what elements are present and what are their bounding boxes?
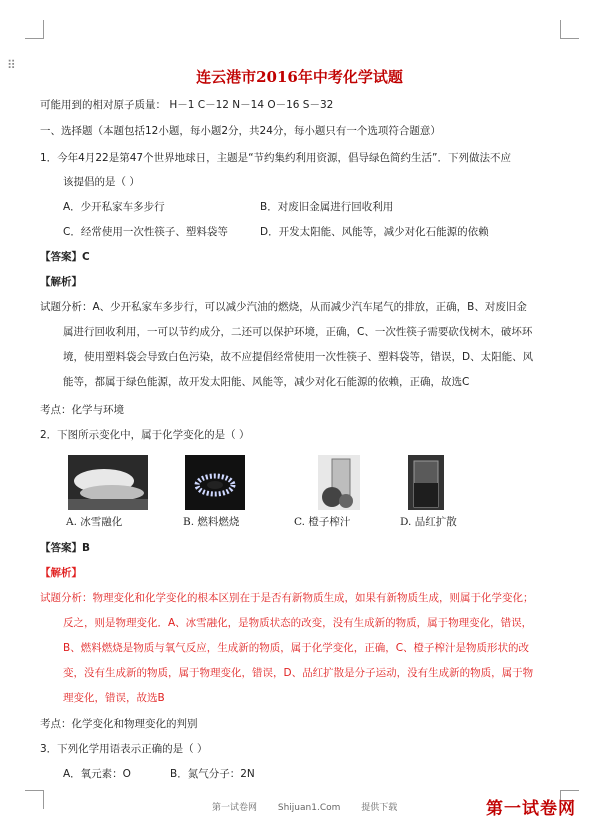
q2-analysis-line: 反之，则是物理变化．A、冰雪融化，是物质状态的改变，没有生成新的物质，属于物理变化，错误， (63, 617, 533, 629)
footer-site-name: 第一试卷网 (212, 803, 258, 813)
drag-handle-icon[interactable]: ⠿ (7, 58, 17, 72)
q1-analysis-line: 境，使用塑料袋会导致白色污染，故不应提倡经常使用一次性筷子、塑料袋等，错误，D、太阳能、风 (63, 351, 534, 363)
footer-site-url[interactable]: Shijuan1.Com (277, 803, 341, 813)
q2-analysis-tag: 【解析】 (40, 567, 82, 579)
q1-stem-line1: 1．今年4月22是第47个世界地球日，主题是“节约集约利用资源，倡导绿色简约生活”．下列做法不应 (40, 152, 511, 164)
q2-kaodian: 考点：化学变化和物理变化的判别 (40, 718, 198, 730)
q1-option-d: D．开发太阳能、风能等，减少对化石能源的依赖 (260, 226, 489, 238)
footer-download-note: 提供下载 (361, 803, 398, 813)
q1-analysis-line: 能等，都属于绿色能源，故开发太阳能、风能等，减少对化石能源的依赖，正确，故选C (63, 376, 470, 388)
fuel-burning-image (185, 455, 245, 510)
q1-analysis-line: 属进行回收利用，一可以节约成分，二还可以保护环境，正确，C、一次性筷子需要砍伐树木，破坏环 (63, 326, 533, 338)
q1-kaodian: 考点：化学与环境 (40, 404, 124, 416)
q3-option-b: B．氮气分子：2N (170, 768, 255, 780)
dye-diffusion-image (408, 455, 444, 510)
section-heading: 一、选择题（本题包括12小题，每小题2分，共24分，每小题只有一个选项符合题意） (40, 125, 441, 137)
q1-option-b: B．对废旧金属进行回收利用 (260, 201, 394, 213)
q1-analysis-tag: 【解析】 (40, 276, 82, 288)
q2-analysis-line: 理变化，错误，故选B (63, 692, 165, 704)
q2-caption-d: D. 品红扩散 (400, 516, 457, 528)
q1-option-c: C．经常使用一次性筷子、塑料袋等 (63, 226, 228, 238)
crop-mark-top-left (25, 20, 44, 39)
atomic-masses-line: 可能用到的相对原子质量： H－1 C－12 N－14 O－16 S－32 (40, 99, 334, 111)
page-footer (212, 800, 415, 813)
q1-analysis-line: 试题分析：A、少开私家车多步行，可以减少汽油的燃烧，从而减少汽车尾气的排放，正确，B、对废旧金 (40, 301, 527, 313)
q3-stem: 3．下列化学用语表示正确的是（ ） (40, 743, 208, 755)
q2-caption-a: A. 冰雪融化 (66, 516, 123, 528)
q2-stem: 2．下图所示变化中，属于化学变化的是（ ） (40, 429, 250, 441)
crop-mark-top-right (560, 20, 579, 39)
q2-caption-b: B. 燃料燃烧 (183, 516, 240, 528)
q1-answer: 【答案】C (40, 251, 90, 263)
orange-juicing-image (318, 455, 360, 510)
q3-option-a: A．氧元素：O (63, 768, 131, 780)
q2-answer: 【答案】B (40, 542, 91, 554)
q2-analysis-line: 试题分析：物理变化和化学变化的根本区别在于是否有新物质生成，如果有新物质生成，则属于化学变化； (40, 592, 534, 604)
q1-option-a: A．少开私家车多步行 (63, 201, 165, 213)
q2-analysis-line: B、燃料燃烧是物质与氧气反应，生成新的物质，属于化学变化，正确，C、橙子榨汁是物质形状的改 (63, 642, 530, 654)
brand-logo: 第一试卷网 (486, 799, 576, 819)
q2-caption-c: C. 橙子榨汁 (294, 516, 351, 528)
q1-stem-line2: 该提倡的是（ ） (63, 176, 140, 188)
ice-melting-image (68, 455, 148, 510)
q2-analysis-line: 变，没有生成新的物质，属于物理变化，错误，D、品红扩散是分子运动，没有生成新的物质，属于物 (63, 667, 534, 679)
document-title: 连云港市2016年中考化学试题 (196, 68, 403, 86)
crop-mark-bottom-left (25, 790, 44, 809)
